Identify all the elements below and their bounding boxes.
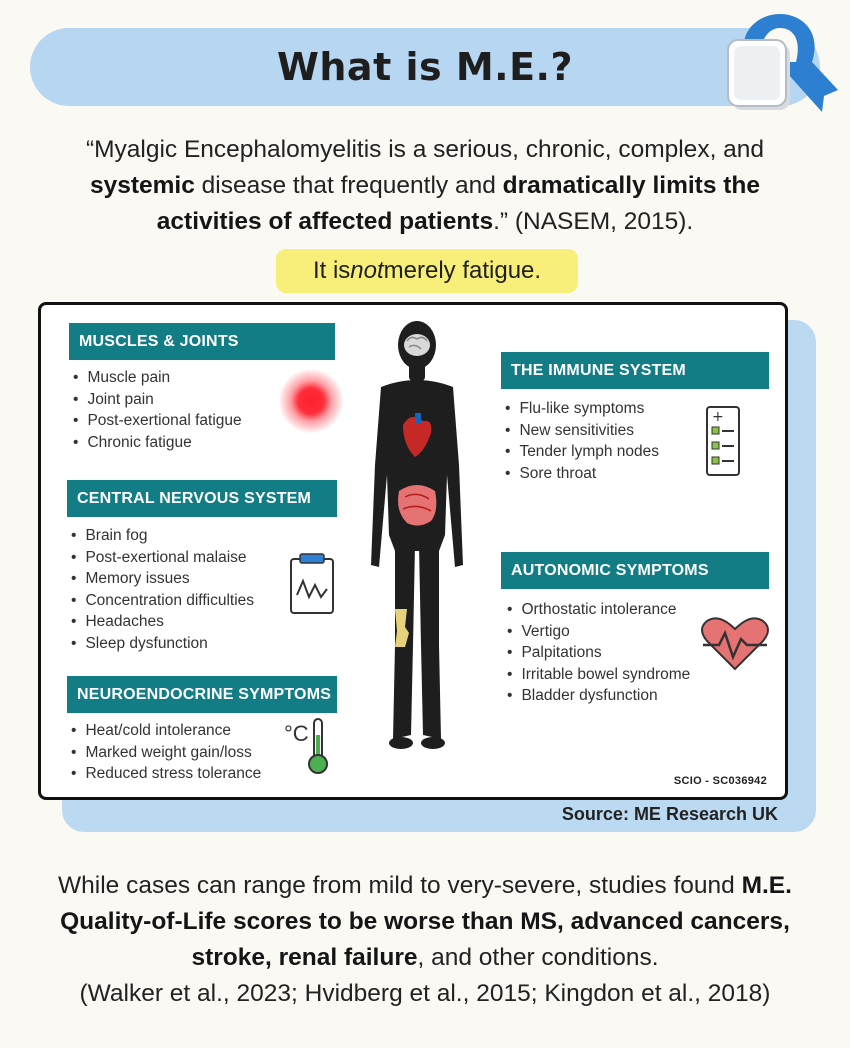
heartbeat-icon [697, 613, 773, 675]
list-item: • Marked weight gain/loss [71, 742, 261, 764]
citation: (Walker et al., 2023; Hvidberg et al., 2015; Kingdon et al., 2018) [79, 980, 771, 1007]
awareness-ribbon-icon [718, 12, 840, 122]
human-body-figure [359, 315, 475, 755]
list-item: • Orthostatic intolerance [507, 599, 690, 621]
ecg-clipboard-icon [287, 551, 337, 617]
list-item: • Sleep dysfunction [71, 633, 254, 655]
neuroendocrine-list [71, 720, 261, 785]
list-item: • Palpitations [507, 642, 690, 664]
list-item: • New sensitivities [505, 420, 659, 442]
list-item: • Irritable bowel syndrome [507, 664, 690, 686]
muscles-joints-list [73, 367, 242, 453]
autonomic-list [507, 599, 690, 707]
list-item: • Post-exertional fatigue [73, 410, 242, 432]
page-title: What is M.E.? [276, 45, 574, 89]
list-item: • Vertigo [507, 621, 690, 643]
list-item: • Post-exertional malaise [71, 547, 254, 569]
definition-quote: “Myalgic Encephalomyelitis is a serious, chronic, complex, and systemic disease that frequently and dramatically limits the activities of affected patients.” (NASEM, 2015). [85, 136, 765, 235]
immune-system-header: THE IMMUNE SYSTEM [501, 352, 769, 389]
list-item: • Bladder dysfunction [507, 685, 690, 707]
list-item: • Muscle pain [73, 367, 242, 389]
list-item: • Sore throat [505, 463, 659, 485]
list-item: • Memory issues [71, 568, 254, 590]
autonomic-header: AUTONOMIC SYMPTOMS [501, 552, 769, 589]
svg-text:+: + [712, 409, 724, 425]
cns-header: CENTRAL NERVOUS SYSTEM [67, 480, 337, 517]
list-item: • Chronic fatigue [73, 432, 242, 454]
neuroendocrine-header: NEUROENDOCRINE SYMPTOMS [67, 676, 337, 713]
list-item: • Concentration difficulties [71, 590, 254, 612]
symptoms-infographic [38, 302, 788, 800]
quality-of-life-paragraph: While cases can range from mild to very-severe, studies found M.E. Quality-of-Life scores to be worse than MS, advanced cancers, stroke, renal failure, and other conditions. (Walker et al., 2023; Hvidberg et al., 2015; Kingdon et al., 2018) [58, 872, 792, 1007]
list-item: • Headaches [71, 611, 254, 633]
charity-number: SCIO - SC036942 [673, 775, 767, 787]
list-item: • Flu-like symptoms [505, 398, 659, 420]
immune-system-list [505, 398, 659, 484]
list-item: • Heat/cold intolerance [71, 720, 261, 742]
list-item: • Reduced stress tolerance [71, 763, 261, 785]
muscles-joints-header: MUSCLES & JOINTS [69, 323, 335, 360]
list-item: • Tender lymph nodes [505, 441, 659, 463]
list-item: • Brain fog [71, 525, 254, 547]
thermometer-icon [305, 717, 331, 775]
source-credit: Source: ME Research UK [561, 804, 778, 824]
not-fatigue-highlight: It is not merely fatigue. [276, 249, 578, 293]
title-banner [30, 28, 820, 106]
checklist-icon [705, 405, 741, 477]
cns-list [71, 525, 254, 654]
pain-point-icon [279, 369, 343, 433]
celsius-label: °C [284, 721, 309, 746]
list-item: • Joint pain [73, 389, 242, 411]
